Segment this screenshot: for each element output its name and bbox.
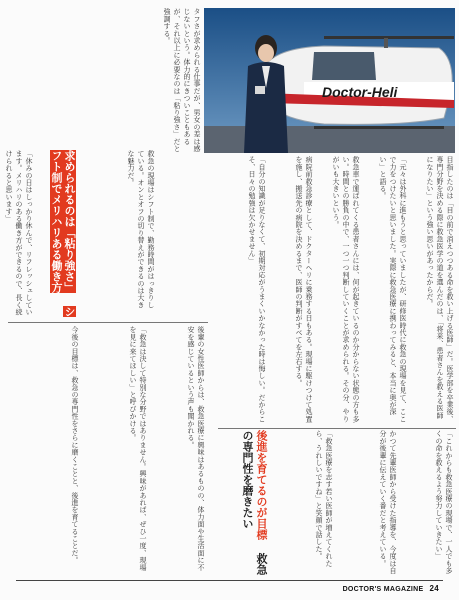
headline-right-line1: 後進を育てるのが目標	[255, 430, 268, 540]
column-5-text: 「自分の知識が足りなくて、初期対応がうまくいかなかった時は悔しい。だからこそ、日々の勉強は欠かせません」	[248, 156, 266, 423]
headline-right-line2: 救急の専門性を磨きたい	[241, 430, 268, 575]
column-7-text: 救急の現場はシフト制で、勤務時間がはっきりしている。オンとオフの切り替えができるのは大きな魅力だ。	[127, 150, 155, 309]
column-2-text: 「元々は外科に進もうと思っていましたが、研修医時代に救急の現場を見て、ここで力をつけたいと思いました。実際に救急医療に携わってみると、本当に奥が深い」と語る。	[379, 156, 407, 423]
divider-right	[218, 428, 456, 429]
column-8-text: 「休みの日はしっかり休んで、リフレッシュしています。メリハリのある働き方ができるので、長く続けられると思います」	[5, 150, 33, 316]
column-1-text: 目指したのは「目の前で消えつつある命を救い上げる医師」だ。医学部を卒業後、専門分野を決める際に救急医学の道を選んだのは、「将来、患者さんを救える医師になりたい」という強い思いがあったからだ。	[426, 156, 454, 423]
headline-right	[232, 430, 268, 576]
headline-left-line2: シフト制でメリハリある働き方	[50, 150, 76, 317]
page-number: 24	[429, 584, 439, 593]
page-footer	[343, 584, 439, 593]
column-11-text: 今後の目標は、救急の専門性をさらに磨くことと、後進を育てることだ。	[71, 326, 79, 564]
headline-left-line1: 求められるのは「粘り強さ」	[63, 150, 76, 293]
footer-rule	[16, 580, 443, 581]
doctor-helicopter-photo	[204, 8, 455, 153]
column-10-text: 「救急は決して特別な分野ではありません。興味があれば、ぜひ一度、現場を見に来てほしい」と呼びかける。	[129, 326, 147, 571]
column-13-text: かつて先輩医師から受けた指導を、今度は自分が後輩に伝えていく番だと考えている。	[379, 430, 397, 574]
column-14-text: 「救急医療を志す若い医師が増えてくれたら、うれしいですね」と笑顔で話した。	[315, 430, 333, 567]
column-4-text: 病院前救急診療として、ドクターヘリに乗務する日もある。現場に駆けつけて処置を施し、搬送先の病院を決めるまで、医師の判断がすべてを左右する。	[295, 156, 313, 423]
magazine-name: DOCTOR'S MAGAZINE	[342, 586, 424, 593]
column-3-text: 救急車で運ばれてくる患者さんには、何が起きているのか分からない状態の方も多い。時間との勝負の中で、一つ一つ判断していくことが求められる。その分、やりがいも大きいという。	[332, 156, 360, 423]
column-6-text: タフさが求められる仕事だが、男女の差は感じないという。体力的にきついこともあるが、それ以上に必要なのは「粘り強さ」だと強調する。	[163, 8, 201, 152]
headline-left	[36, 150, 76, 320]
column-12-text: 「これからも救急医療の現場で、一人でも多くの命を救えるよう努力していきたい」	[435, 430, 453, 574]
column-9-text: 後輩の女性医師からは、救急医療に興味はあるものの、体力面や生活面に不安を感じているという声も聞かれる。	[187, 326, 205, 571]
helicopter-label: Doctor-Heli	[322, 84, 398, 100]
divider-left	[8, 322, 208, 323]
